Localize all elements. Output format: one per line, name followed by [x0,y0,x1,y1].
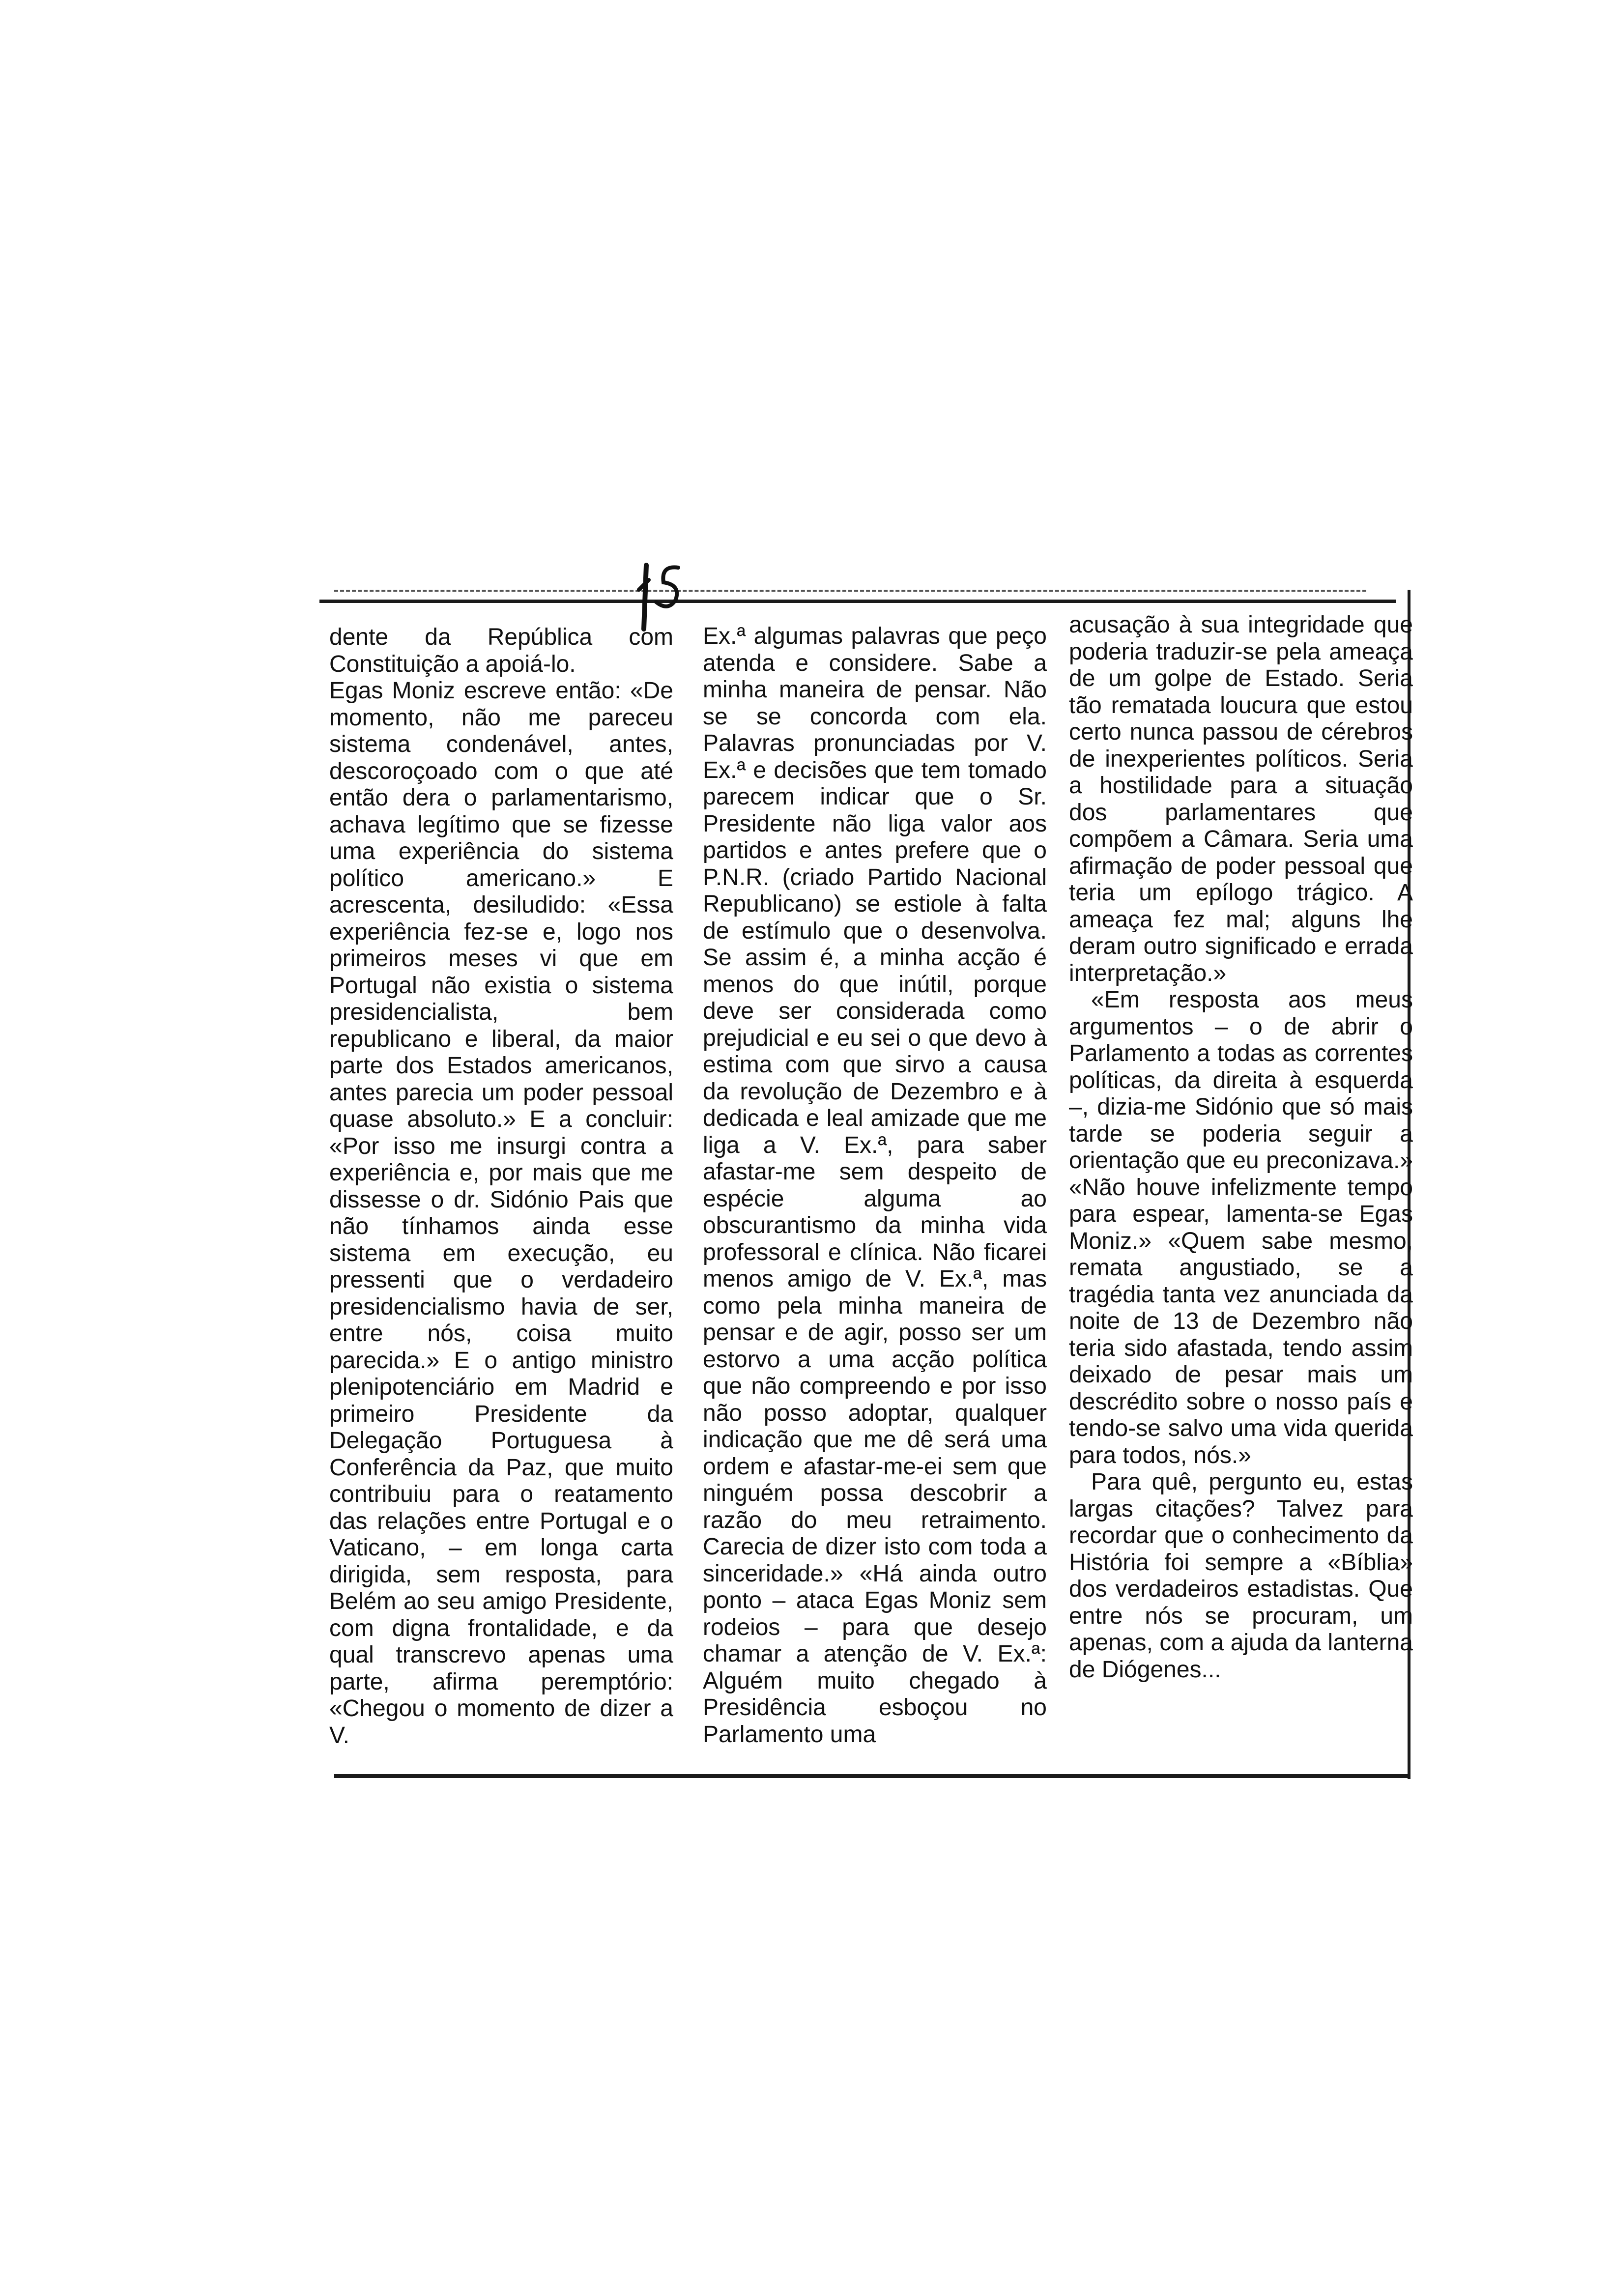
bottom-rule [334,1774,1410,1778]
column-3-paragraph-2: «Em resposta aos meus argumentos – o de abrir o Parlamento a todas as correntes políticas, da direita à esquerda –, dizia-me Sidónio que só mais tarde se poderia seguir a orientação que eu preconizava.» «Não houve infelizmente tempo para espear, lamenta-se Egas Moniz.» «Quem sabe mesmo, remata angustiado, se a tragédia tanta vez anunciada da noite de 13 de Dezembro não teria sido afastada, tendo assim deixado de pesar mais um descrédito sobre o nosso país e tendo-se salvo uma vida querida para todos, nós.» [1069,987,1413,1468]
article-column-1 [329,624,673,1749]
column-3-paragraph-3: Para quê, pergunto eu, estas largas citações? Talvez para recordar que o conhecimento da História foi sempre a «Bíblia» dos verdadeiros estadistas. Que entre nós se procuram, um apenas, com a ajuda da lanterna de Diógenes... [1069,1469,1413,1683]
column-3-paragraph-1: acusação à sua integridade que poderia traduzir-se pela ameaça de um golpe de Estado. Seria tão rematada loucura que estou certo nunca passou de cérebros de inexperientes políticos. Seria a hostilidade para a situação dos parlamentares que compõem a Câmara. Seria uma afirmação de poder pessoal que teria um epílogo trágico. A ameaça fez mal; alguns lhe deram outro significado e errada interpretação.» [1069,612,1413,986]
handwritten-page-mark-icon [619,560,688,634]
article-column-3 [1069,612,1413,1683]
newspaper-clipping [315,565,1415,1789]
top-dashed-rule [334,590,1366,592]
top-rule [319,600,1396,603]
column-1-paragraph-2: Egas Moniz escreve então: «De momento, não me pareceu sistema condenável, antes, descoroçoado com o que até então dera o parlamentarismo, achava legítimo que se fizesse uma experiência do sistema político americano.» E acrescenta, desiludido: «Essa experiência fez-se e, logo nos primeiros meses vi que em Portugal não existia o sistema presidencialista, bem republicano e liberal, da maior parte dos Estados americanos, antes parecia um poder pessoal quase absoluto.» E a concluir: «Por isso me insurgi contra a experiência e, por mais que me dissesse o dr. Sidónio Pais que não tínhamos ainda esse sistema em execução, eu pressenti que o verdadeiro presidencialismo havia de ser, entre nós, coisa muito parecida.» E o antigo ministro plenipotenciário em Madrid e primeiro Presidente da Delegação Portuguesa à Conferência da Paz, que muito contribuiu para o reatamento das relações entre Portugal e o Vaticano, – em longa carta dirigida, sem resposta, para Belém ao seu amigo Presidente, com digna frontalidade, e da qual transcrevo apenas uma parte, afirma peremptório: «Chegou o momento de dizer a V. [329,678,673,1749]
article-column-2 [703,623,1047,1748]
column-1-paragraph-1: dente da República com Constituição a apoiá-lo. [329,624,673,677]
column-2-paragraph-1: Ex.ª algumas palavras que peço atenda e considere. Sabe a minha maneira de pensar. Não se se concorda com ela. Palavras pronunciadas por V. Ex.ª e decisões que tem tomado parecem indicar que o Sr. Presidente não liga valor aos partidos e antes prefere que o P.N.R. (criado Partido Nacional Republicano) se estiole à falta de estímulo que o desenvolva. Se assim é, a minha acção é menos do que inútil, porque deve ser considerada como prejudicial e eu sei o que devo à estima com que sirvo a causa da revolução de Dezembro e à dedicada e leal amizade que me liga a V. Ex.ª, para saber afastar-me sem despeito de espécie alguma ao obscurantismo da minha vida professoral e clínica. Não ficarei menos amigo de V. Ex.ª, mas como pela minha maneira de pensar e de agir, posso ser um estorvo a uma acção política que não compreendo e por isso não posso adoptar, qualquer indicação que me dê será uma ordem e afastar-me-ei sem que ninguém possa descobrir a razão do meu retraimento. Carecia de dizer isto com toda a sinceridade.» «Há ainda outro ponto – ataca Egas Moniz sem rodeios – para que desejo chamar a atenção de V. Ex.ª: Alguém muito chegado à Presidência esboçou no Parlamento uma [703,623,1047,1748]
